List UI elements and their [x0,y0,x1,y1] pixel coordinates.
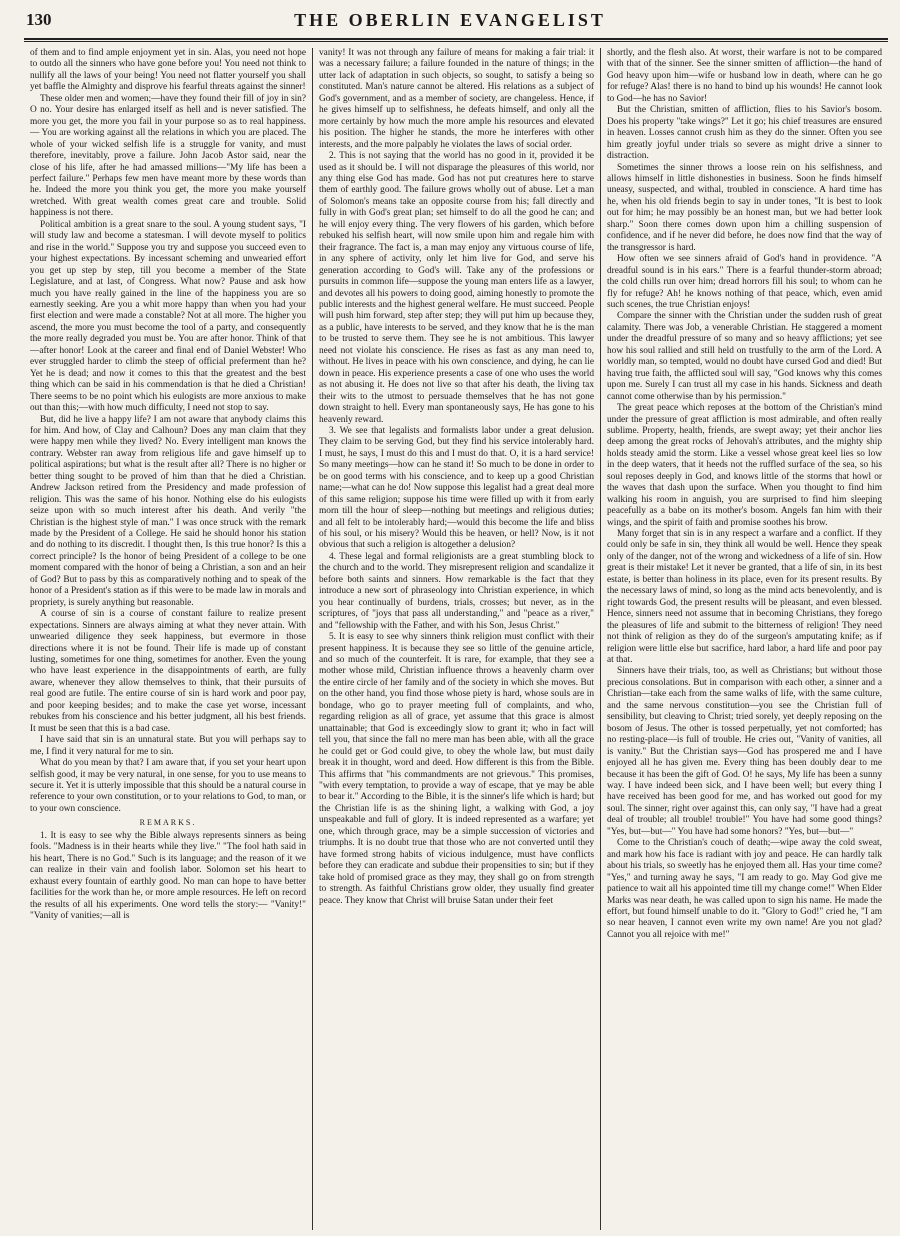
paragraph: The great peace which reposes at the bottom of the Christian's mind under the pressure of great affliction is most admirable, and often really sublime. Property, health, friends, are swept away; yet their anchor lies deep among the great rocks of Jehovah's attributes, and the mighty ship holds steady amid the storm. Like a vessel whose great keel lies so low in the deep waters, that it heeds not the ruffled surface of the sea, so his soul reposes deeply in God, and knows little of the storms that howl or the waves that dash upon the surface. When you thought to find him walking his room in anguish, you are surprised to find him sleeping peacefully as a babe on its mother's bosom. Angels fan him with their wings, and the spirit of faith and promise soothes his brow. [607,403,882,528]
page-number: 130 [26,10,52,29]
paragraph: But the Christian, smitten of affliction, flies to his Savior's bosom. Does his property "take wings?" Let it go; his chief treasures are ensured in heaven. Losses cannot crush him as they do the sinner. Often you see him greatly joyful under trials so severe as might drive a sinner to distraction. [607,105,882,162]
column-1 [24,48,312,1230]
paragraph: These older men and women;—have they found their fill of joy in sin? O no. Your desire has enlarged itself as hell and is never satisfied. The more you get, the more you fail in your purpose so as to real happiness.— You are working against all the relations in which you are placed. The whole of your wicked selfish life is a struggle for vanity, and must therefore, inevitably, prove a failure. John Jacob Astor said, near the close of his life, after he had amassed millions—"My life has been a perfect failure." Perhaps few men have meant more by these words than he. Indeed the more you think you get, the more you make yourself wretched. With great wealth comes great care and trouble. Solid happiness is not there. [30,93,306,219]
remarks-heading: REMARKS. [139,818,197,828]
paragraph: 2. This is not saying that the world has no good in it, provided it be used as it should be. I will not disparage the pleasures of this world, nor any thing else God has made. God has not put creatures here to starve them of earthly good. The failure grows wholly out of abuse. Let a man of Solomon's means take an opposite course from his; fall directly and fully in with God's great plan; set himself to do all the good he can; and he will enjoy every thing. The very flowers of his garden, which before rebuked his selfish heart, will now smile upon him and regale him with their fragrance. The fact is, a man may enjoy any virtuous course of life, in any sphere of activity, only let him live for God, and serve his generation according to God's will. Take any of the professions or pursuits in common life—suppose the young man enters life as a lawyer, and devotes all his powers to doing good, aiming honestly to promote the public interests and the highest general welfare. He must succeed. People will push him forward, step after step; they will put him up because they, as a public, have interests to be served, and they know that he is the man to be trusted to serve them. They see he is not ambitious. This lawyer need not violate his conscience. He rises as fast as any man need to, without. He lives in peace with his own conscience, and dying, he can lie down in peace. His experience presents a case of one who uses the world as not abusing it. He does not live so that after his death, the living tax their wits to the utmost to persuade themselves that he has not gone down straight to hell. Every man spontaneously says, He has gone to his heavenly reward. [319,151,594,425]
paragraph: 4. These legal and formal religionists are a great stumbling block to the church and to the world. They misrepresent religion and scandalize it before both saints and sinners. How remarkable is the fact that they introduce a new sort of phraseology into Christian experience, in which you hear continually of burdens, trials, crosses; but never, as in the scriptures, of "joys that pass all understanding," and "peace as a river," and "fellowship with the Father, and with his Son, Jesus Christ." [319,551,594,631]
paragraph: What do you mean by that? I am aware that, if you set your heart upon selfish good, it may be very natural, in one sense, for you to use means to secure it. Yet it is utterly impossible that this should be a natural course in reference to your own constitution, or to your relations to God, to man, or to your own conscience. [30,758,306,814]
paragraph: Come to the Christian's couch of death;—wipe away the cold sweat, and mark how his face is radiant with joy and peace. He can hardly talk about his trials, so sweetly has he enjoyed them all. Has your time come? "Yes," and turning away he says, "I am ready to go. May God give me patience to wait all his appointed time till my change come!" When Elder Marks was near death, he was called upon to sign his name. He made the effort, but found himself unable to do it. "Glory to God!" cried he, "I am so near heaven, I cannot even write my own name! Are you not glad? Cannot you all rejoice with me!" [607,838,882,940]
paragraph: Political ambition is a great snare to the soul. A young student says, "I will study law and become a statesman. I will devote myself to politics and rise in the world." Suppose you try and suppose you succeed even to your highest expectations. By incessant scheming and unwearied effort you get up step by step, till you become a member of the State Legislature, and at last, of Congress. What now? Pause and ask how much you have really gained in the line of the happiness you are so earnestly seeking. Are you a whit more happy than when you had your first election and were made a constable? Not at all more. The higher you ascend, the more you must become the tool of a party, and consequently the more really degraded you must be. You are after honor. Think of that—after honor! Look at the career and final end of Daniel Webster! Who ever struggled harder to climb the steep of official preferment than he? Yet he is dead; and now it comes to this that the greatest and the best thing which can be said in his commendation is that he died a Christian! There seems to be no point which his eulogists are more anxious to make out than this;—with how much difficulty, I need not stop to say. [30,219,306,414]
column-2 [312,48,600,1230]
paragraph: 5. It is easy to see why sinners think religion must conflict with their present happiness. It is because they see so little of the genuine article, and so much of the counterfeit. It is rare, for example, that they see a mother whose mild, Christian influence throws a heavenly charm over the entire circle of her family and of the society in which she moves. But on the other hand, you find those whose piety is hard, whose souls are in bondage, who go to prayer meeting full of complaints, and who, regarding religion as all of grace, yet assume that this grace is almost unattainable; that God is exceedingly slow to grant it; who in fact will tell you, that since the fall no mere man has been able, with all the grace he could get or God could give, to obey the whole law, but must daily break it in thought, word and deed. How different is this from the Bible. This affirms that "his commandments are not grievous." This promises, "with every temptation, to provide a way of escape, that ye may be able to bear it." According to the Bible, it is the sinner's life which is hard; but the Christian life is as the shining light, a walking with God, a joy unspeakable and full of glory. It is indeed represented as a warfare; yet one, which through grace, may be a simple succession of victories and triumphs. It is no doubt true that those who are not converted until they have formed strong habits of vicious indulgence, must have conflicts before they can eradicate and subdue their propensities to sin; but if they take hold of promised grace as they may, they shall go on from strength to strength. As faithful Christians grow older, they usually find greater peace. They know that Christ will bruise Satan under their feet [319,632,594,906]
paragraph: of them and to find ample enjoyment yet in sin. Alas, you need not hope to outdo all the sinners who have gone before you! You need not think to nullify all the laws of your being! You need not flatter yourself you shall yet baffle the Almighty and disprove his fearful threats against the sinner! [30,48,306,93]
paragraph: A course of sin is a course of constant failure to realize present expectations. Sinners are always aiming at what they never attain. With unwearied diligence they seek happiness, but evermore in those directions where it is not be found. Their life is made up of constant lusting, sometimes for one thing, sometimes for another. Even the young who have least experience in the disappointments of earth, are fully aware, whenever they allow themselves to think, that their pursuits of real good are futile. The entire course of sin is hard work and poor pay, and poor keeping besides; and to make the case yet worse, incessant rebukes from his conscience and his better judgment, all his best friends. It must be seen that this is a bad case. [30,609,306,734]
header-rule [24,38,888,40]
paragraph: How often we see sinners afraid of God's hand in providence. "A dreadful sound is in his ears." There is a fearful thunder-storm abroad; the cold chills run over him; dread horrors fill his soul; to whom can he fly for refuge? Ah! he knows nothing of that peace, which, even amid such scenes, the true Christian enjoys! [607,254,882,310]
paragraph: 3. We see that legalists and formalists labor under a great delusion. They claim to be serving God, but they find his service intolerably hard. I must, he says, I must do this and I must do that. O, it is a hard service! So many meetings—how can he stand it! So much to be done in order to be on good terms with his conscience, and to keep up a good Christian name;—what can he do! Now suppose this legalist had a great deal more of this same religion; suppose his time were filled up with it from early morn till the hour of sleep—nothing but meetings and religious duties; and all felt to be intolerably hard;—would this become the life and bliss of his soul, or his misery? Would this be heaven, or hell? Now, is it not obvious that such a religion is altogether a delusion? [319,425,594,551]
paragraph: Many forget that sin is in any respect a warfare and a conflict. If they could only be safe in sin, they think all would be well. Hence they speak only of the danger, not of the wrong and wickedness of a life of sin. How great is their mistake! Let it never be granted, that a life of sin, in its best estate, is better than holiness in its place, even for its present results. By the necessary laws of mind, so long as the mind acts benevolently, and is right towards God, the present results will be pleasant, and even blessed. Hence, sinners need not assume that in becoming Christians, they forego the pleasures of life and submit to the bitterness of religion! They need not think of religion as they do of the surgeon's amputating knife; as if religion were little else but sacrifice, hard labor, a hard life and poor pay at that. [607,529,882,666]
paragraph: Compare the sinner with the Christian under the sudden rush of great calamity. There was Job, a venerable Christian. He staggered a moment under the dreadful pressure of so many and so heavy afflictions; yet see how his soul rallied and still held on trustfully to the arm of the Lord. A worldly man, so tempted, would no doubt have cursed God and died! But having true faith, the afflicted soul will say, "God knows why this comes upon me. Surely I can trust all my case in his hands. Sickness and death cannot come otherwise than by his permission." [607,311,882,402]
paragraph: vanity! It was not through any failure of means for making a fair trial: it was a necessary failure; a failure founded in the nature of things; in the utter lack of adaptation in such objects, so sought, to satisfy a being so constituted. Man's nature cannot be altered. His relations as a subject of God's government, and as a member of society, are changeless. Hence, if he gives himself up to selfishness, he defeats himself, and only all the more certainly by how much the more ample his resources and elevated his position. The higher he stands, the more he interferes with other interests, and the more palpably he violates the laws of social order. [319,48,594,150]
paragraph: Sometimes the sinner throws a loose rein on his selfishness, and allows himself in little dishonesties in business. Soon he finds himself uneasy, suspected, and withal, troubled in conscience. A hard time has he, when his old friends begin to say in under tones, "It is best to look out for him; he may possibly be an honest man, but we had better look sharp." Soon there comes down upon him a chilling suspension of confidence, and if he never did before, he does now find that the way of the transgressor is hard. [607,162,882,253]
masthead-title: THE OBERLIN EVANGELIST [294,10,606,30]
paragraph: Sinners have their trials, too, as well as Christians; but without those precious consolations. But in comparison with each other, a sinner and a Christian—take each from the same walks of life, with the same culture, and the same nervous constitution—you see the Christian full of sensibility, but cleaving to Christ; tried sorely, yet deeply reposing on the bosom of Jesus. The other is tossed perpetually, yet not comforted; has no resting-place—is full of trouble. He cries out, "Vanity of vanities, all is vanity." But the Christian says—God has prospered me and I have enjoyed all he has given me. Every thing has been doubly dear to me because it has been the gift of God. O! he says, My life has been a sunny way. I have indeed been sick, and I have been well; but every thing I have received has been good for me, and has worked out good for my soul. The sinner, right over against this, can only say, "I have had a great deal of trouble; all trouble! trouble!" You have had some good things? "Yes, but—but—" You have had some honors? "Yes, but—but—" [607,666,882,837]
paragraph: But, did he live a happy life? I am not aware that anybody claims this for him. And how, of Clay and Calhoun? Does any man claim that they were happy men while they lived? No. Every intelligent man knows the contrary. Webster ran away from religious life and gave himself up to political aspirations; but what is the result after all? There is no higher or better thing sought to be proved of him than that he died a Christian. Andrew Jackson retired from the Presidency and made profession of religion. This was the same of his honor. Nothing else do his eulogists seize upon with so much interest after his death. And verily "the Christian is the highest style of man." I was once struck with the remark made by the President of a College. He said he should honor his station and do nothing to its discredit. I thought then, Is this true honor? Is this a correct principle? Is the honor of being President of a college to be one moment compared with the honor of being a Christian, a son and an heir of God? But to pass by this as comparatively nothing and to speak of the honor of a President's station as if this were to be made law in morals and propriety, is surely anything but reasonable. [30,414,306,608]
page-header [0,0,900,44]
remark-paragraph: 1. It is easy to see why the Bible always represents sinners as being fools. "Madness is in their hearts while they live." "The fool hath said in his heart, There is no God." Such is its language; and the reason of it we can realize in their vain and foolish labor. Solomon set his heart to exhaust every fountain of earthly good. No man can hope to have better facilities for the work than he, or more ample resources. He left on record the results of all his experiments. One word tells the story:— "Vanity!" "Vanity of vanities;—all is [30,830,306,921]
column-3 [600,48,888,1230]
header-rule-thin [24,41,888,42]
paragraph: I have said that sin is an unnatural state. But you will perhaps say to me, I find it very natural for me to sin. [30,735,306,757]
paragraph: shortly, and the flesh also. At worst, their warfare is not to be compared with that of the sinner. See the sinner smitten of affliction—the hand of God heavy upon him—wife or husband low in death, where can he go for refuge? Alas! there is no hand to bind up his wounds! He cannot look to God—he has no Savior! [607,48,882,104]
article-columns [24,48,888,1230]
